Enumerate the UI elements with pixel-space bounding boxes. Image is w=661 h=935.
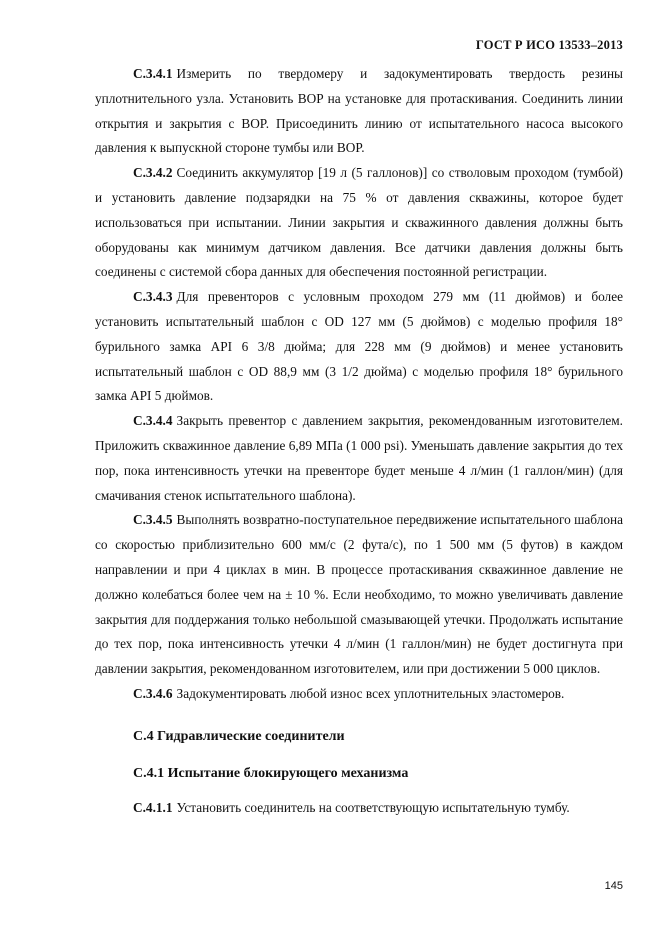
paragraph-c343 [95,285,623,409]
page-number: 145 [604,880,623,892]
clause-text: Задокументировать любой износ всех уплотнительных эластомеров. [176,685,565,701]
clause-text: Соединить аккумулятор [19 л (5 галлонов)] со стволовым проходом (тумбой) и установить давление подзарядки на 75 % от давления скважины, которое будет использоваться при испытании. Линии закрытия и скважинного давления должны быть оборудованы как минимум датчиком давления. Все датчики давления должны быть соединены с системой сбора данных для обеспечения постоянной регистрации. [95,165,623,280]
paragraph-c411 [95,796,623,821]
clause-number: С.3.4.6 [133,685,173,701]
clause-number: С.3.4.2 [133,165,173,181]
paragraph-c342 [95,161,623,285]
document-header: ГОСТ Р ИСО 13533–2013 [475,38,623,52]
paragraph-c341 [95,62,623,161]
document-body [95,62,623,821]
clause-number: С.3.4.4 [133,413,173,429]
section-heading-c41: С.4.1 Испытание блокирующего механизма [133,765,409,781]
clause-text: Закрыть превентор с давлением закрытия, рекомендованным изготовителем. Приложить скважинное давление 6,89 МПа (1 000 psi). Уменьшать давление закрытия до тех пор, пока интенсивность утечки на превенторе будет меньше 4 л/мин (1 галлон/мин) (для смачивания стенок испытательного шаблона). [95,413,623,503]
clause-text: Выполнять возвратно-поступательное передвижение испытательного шаблона со скоростью приблизительно 600 мм/с (2 фута/с), по 1 500 мм (5 футов) в каждом направлении и при 4 циклах в мин. В процессе протаскивания скважинное давление не должно колебаться более чем на ± 10 %. Если необходимо, то можно увеличивать давление закрытия для поддержания только небольшой смазывающей утечки. Продолжать испытание до тех пор, пока интенсивность утечки 4 л/мин (1 галлон/мин) не будет достигнута при давлении закрытия, рекомендованном изготовителем, или при достижении 5 000 циклов. [95,512,623,677]
paragraph-c346 [95,682,623,707]
paragraph-c344 [95,409,623,508]
clause-text: Измерить по твердомеру и задокументировать твердость резины уплотнительного узла. Установить BOP на установке для протаскивания. Соединить линии открытия и закрытия с BOP. Присоединить линию от испытательного насоса высокого давления к выпускной стороне тумбы или BOP. [95,66,623,156]
clause-number: С.3.4.5 [133,512,173,528]
clause-text: Для превенторов с условным проходом 279 мм (11 дюймов) и более установить испытательный шаблон с OD 127 мм (5 дюймов) с моделью профиля 18° бурильного замка API 6 3/8 дюйма; для 228 мм (9 дюймов) и менее установить испытательный шаблон с OD 88,9 мм (3 1/2 дюйма) с моделью профиля 18° бурильного замка API 5 дюймов. [95,289,623,404]
section-heading-c4: С.4 Гидравлические соединители [133,728,345,744]
paragraph-c345 [95,508,623,682]
clause-number: С.3.4.1 [133,66,173,81]
clause-text: Установить соединитель на соответствующую испытательную тумбу. [176,799,570,815]
clause-number: С.3.4.3 [133,289,173,305]
clause-number: С.4.1.1 [133,799,173,815]
